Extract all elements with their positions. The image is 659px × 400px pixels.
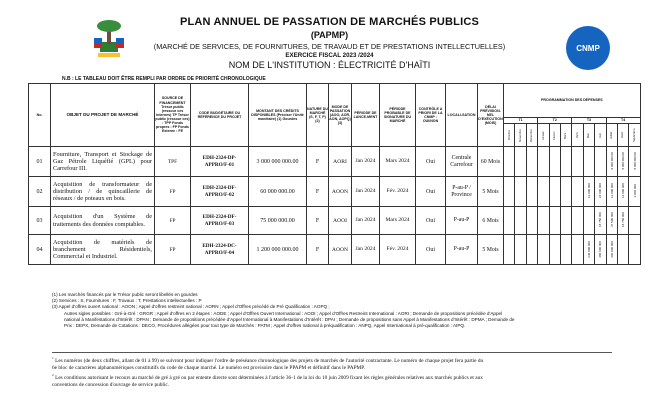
- cell-localisation: P-au-P: [446, 235, 478, 265]
- cell-lancement: Jan 2024: [352, 235, 380, 265]
- cell-programmation: [617, 235, 628, 265]
- cell-programmation: [504, 147, 515, 177]
- cell-source: FP: [155, 235, 191, 265]
- programmation-value: 12 000 000: [609, 183, 614, 199]
- cell-programmation: [538, 147, 549, 177]
- programmation-value: 8 000 000.00: [609, 152, 614, 170]
- cell-objet: Acquisition d'un Système de traitements des données comptables.: [51, 207, 155, 235]
- cell-programmation: [606, 235, 617, 265]
- cell-programmation: [515, 235, 526, 265]
- cell-programmation: [538, 207, 549, 235]
- cell-nature: F: [307, 177, 329, 207]
- programmation-value: 360 000 000: [609, 240, 614, 258]
- cell-no: 03: [29, 207, 51, 235]
- footnote-line: conventions de concession d'ouvrage de service public.: [52, 381, 170, 388]
- cell-nature: F: [307, 147, 329, 177]
- cell-lancement: Jan 2024: [352, 207, 380, 235]
- cell-programmation: [629, 177, 640, 207]
- cell-programmation: [617, 207, 628, 235]
- cell-programmation: [617, 177, 628, 207]
- cell-mode: AORI: [329, 147, 352, 177]
- table-row: [29, 177, 641, 207]
- cell-source: FP: [155, 177, 191, 207]
- cell-programmation: [526, 177, 537, 207]
- programmation-value: 240 000 000: [586, 240, 591, 258]
- table-row: [29, 235, 641, 265]
- cell-programmation: [549, 207, 560, 235]
- institution-name: NOM DE L'INSTITUTION : ÉLECTRICITÉ D'HAÏTI: [228, 60, 431, 70]
- cell-signature: Mars 2024: [380, 147, 416, 177]
- note-line: (1) Les marchés financés par le Trésor public seront libellés en gourdes: [52, 292, 198, 297]
- quarter-header: T1: [504, 118, 538, 124]
- col-header-lancement: PÉRIODE DE LANCE-MENT: [352, 84, 380, 147]
- document-abbr: (PAPMP): [310, 30, 349, 40]
- cell-code: EDH-2324-DC-APPRO/F-04: [191, 235, 249, 265]
- cell-programmation: [526, 235, 537, 265]
- cell-lancement: Jan 2024: [352, 147, 380, 177]
- cell-objet: Acquisition de transformateur de distribution / de quincaillerie de réseaux / de poteaux en bois.: [51, 177, 155, 207]
- programmation-value: 8 000 000.00: [621, 152, 626, 170]
- cell-programmation: [526, 147, 537, 177]
- month-header: Septembre: [629, 124, 640, 147]
- cell-mode: AOOI: [329, 207, 352, 235]
- month-header: Janvier: [538, 124, 549, 147]
- cell-programmation: [504, 177, 515, 207]
- cell-controle: Oui: [416, 177, 446, 207]
- month-header: Avril: [572, 124, 583, 147]
- cell-programmation: [583, 235, 594, 265]
- cell-no: 02: [29, 177, 51, 207]
- cell-source: FP: [155, 207, 191, 235]
- col-header-objet: OBJET DU PROJET DE MARCHÉ: [51, 84, 155, 147]
- cell-delai: 60 Mois: [478, 147, 504, 177]
- cell-programmation: [606, 177, 617, 207]
- note-line: Prix : DEPX, Demande de Cotations : DECO, Procédures allégées pour tout type de Marchés : PATM ; Appel d'offres national à préqualification : ANPQ, Appel International à pré-qualification : AIPQ.: [64, 322, 466, 328]
- note-line: Autres sigles possibles : Gré-à-Gré : GRGR ; Appel d'offres en 2 étapes : AODE ; Appel d'Offres Ouvert International : AOOI ; Appel d'Offres Restreint International : AORI ; Demande de propositions précédée d'Appel: [64, 310, 503, 316]
- cell-programmation: [560, 235, 571, 265]
- programmation-value: 18 750 000: [598, 212, 603, 228]
- nb-note: N.B : LE TABLEAU DOIT ÊTRE REMPLI PAR ORDRE DE PRIORITÉ CHRONOLOGIQUE: [62, 76, 266, 82]
- cnmp-logo-icon: CNMP: [566, 26, 610, 70]
- footnotes-block: [52, 352, 612, 389]
- cell-signature: Mars 2024: [380, 207, 416, 235]
- table-row: [29, 147, 641, 177]
- month-header: Mars: [560, 124, 571, 147]
- cell-programmation: [549, 177, 560, 207]
- cell-lancement: Jan 2024: [352, 177, 380, 207]
- programmation-value: 8 000 000.00: [632, 152, 637, 170]
- cell-programmation: [583, 207, 594, 235]
- month-header: Juillet: [606, 124, 617, 147]
- cell-programmation: [504, 235, 515, 265]
- col-header-montant: MONTANT DES CRÉDITS DISPONIBLES (Préciser l'Unité monétaire) (1) Gourdes: [249, 84, 307, 147]
- programmation-value: 3 000 000: [632, 184, 637, 198]
- cell-montant: 1 200 000 000.00: [249, 235, 307, 265]
- cell-objet: Fourniture, Transport et Stockage de Gaz Pétrole Liquéfié (GPL) pour Carrefour III.: [51, 147, 155, 177]
- programmation-value: 24 000 000: [598, 183, 603, 199]
- col-header-delai: DÉLAI PRÉVISION-NEL D'EXÉCUTION (MOIS): [478, 84, 504, 147]
- cell-code: EDH-2324-DF-APPRO/F-02: [191, 177, 249, 207]
- month-header: Février: [549, 124, 560, 147]
- cell-programmation: [606, 147, 617, 177]
- month-header: Août: [617, 124, 628, 147]
- note-line: national à Manifestations d'Intérêt : DPAN ; Demande de propositions précédée d'Appel International à Manifestations d'Intérêt : DPAI ; Demande de propositions sans Appel à Manifestations d'Intérêt : DPMA ; Demande de: [64, 316, 515, 322]
- month-header: Décembre: [526, 124, 537, 147]
- cell-programmation: [515, 147, 526, 177]
- cell-montant: 75 000 000.00: [249, 207, 307, 235]
- cell-programmation: [595, 147, 606, 177]
- cell-programmation: [515, 177, 526, 207]
- footnote-line: $^1$ Les numéros (de deux chiffres, allant de 01 à 99) se suivront pour indiquer l'ordre de préséance chronologique des projets de marchés de l'autorité contractante. Le numéro de chaque projet fera partie du: [52, 356, 484, 364]
- table-row: [29, 207, 641, 235]
- cell-programmation: [617, 147, 628, 177]
- cell-programmation: [583, 177, 594, 207]
- col-header-controle: CONTRÔLE A PRIORI DE LA CNMP : OUI/NON: [416, 84, 446, 147]
- cell-programmation: [595, 177, 606, 207]
- quarter-header: T3: [572, 118, 606, 124]
- cell-programmation: [572, 147, 583, 177]
- cell-source: TPF: [155, 147, 191, 177]
- cell-programmation: [595, 207, 606, 235]
- cell-programmation: [606, 207, 617, 235]
- cell-programmation: [538, 235, 549, 265]
- cell-montant: 60 000 000.00: [249, 177, 307, 207]
- cell-delai: 6 Mois: [478, 207, 504, 235]
- cell-programmation: [549, 235, 560, 265]
- quarter-header: T4: [606, 118, 640, 124]
- cell-programmation: [526, 207, 537, 235]
- month-header: Octobre: [504, 124, 515, 147]
- cell-programmation: [583, 147, 594, 177]
- cell-delai: 5 Mois: [478, 235, 504, 265]
- cell-delai: 5 Mois: [478, 177, 504, 207]
- programmation-value: 18 750 000: [621, 212, 626, 228]
- cell-no: 01: [29, 147, 51, 177]
- col-header-source: SOURCE DE FINANCEMENT Trésor public (ressour ces internes) TP Trésor public (ressour ces) : TPP Fonds propres : FP Fonds Externe : FE: [155, 84, 191, 147]
- footnote-line: 6e bloc de caractères alphanumériques constitutifs du code de chaque marché. Le numéro est provisoire dans le PPAPM et définitif dans le PAPMP.: [52, 365, 365, 372]
- cell-no: 04: [29, 235, 51, 265]
- cell-code: EDH-2324-DF-APPRO/F-03: [191, 207, 249, 235]
- cell-programmation: [560, 207, 571, 235]
- month-header: Novembre: [515, 124, 526, 147]
- col-header-mode: MODE DE PASSATION (AOO, AOR, AON, AOPQ) (3): [329, 84, 352, 147]
- cell-localisation: P-au-P: [446, 207, 478, 235]
- col-header-localisation: LOCALI-SATION: [446, 84, 478, 147]
- programmation-value: 37 500 000: [609, 212, 614, 228]
- col-header-signature: PÉRIODE PROBABLE DE SIGNATURE DU MARCHÉ: [380, 84, 416, 147]
- cell-signature: Fév. 2024: [380, 235, 416, 265]
- document-header: [0, 0, 659, 82]
- col-header-programmation: PROGRAMMATION DES DÉPENSES: [504, 84, 641, 118]
- cell-programmation: [504, 207, 515, 235]
- cell-signature: Fév. 2024: [380, 177, 416, 207]
- cell-programmation: [572, 177, 583, 207]
- cell-controle: Oui: [416, 207, 446, 235]
- notes-block: [52, 292, 632, 329]
- fiscal-year: EXERCICE FISCAL 2023 /2024: [285, 52, 374, 59]
- cell-controle: Oui: [416, 235, 446, 265]
- cell-programmation: [538, 177, 549, 207]
- footnote-line: $^2$ Les conditions autorisant le recours au marché de gré à gré ou par entente directe sont déterminées à l'article 36-1 de la loi du 10 juin 2009 fixant les règles générales relatives aux marchés publics et aux: [52, 372, 483, 381]
- cell-code: EDH-2324-DP-APPRO/F-01: [191, 147, 249, 177]
- cell-nature: F: [307, 207, 329, 235]
- month-header: Juin: [595, 124, 606, 147]
- col-header-no: No.: [29, 84, 51, 147]
- document-title: PLAN ANNUEL DE PASSATION DE MARCHÉS PUBLICS: [179, 16, 480, 28]
- col-header-code: CODE BUDGÉTAIRE OU RÉFÉRENCE DU PROJET: [191, 84, 249, 147]
- programmation-value: 12 000 000: [586, 183, 591, 199]
- cell-nature: F: [307, 235, 329, 265]
- programmation-value: 12 000 000: [621, 183, 626, 199]
- cell-mode: AOON: [329, 235, 352, 265]
- cell-objet: Acquisition de matériels de branchement Résidentiels, Commercial et Industriel.: [51, 235, 155, 265]
- cell-programmation: [629, 207, 640, 235]
- cell-programmation: [560, 147, 571, 177]
- document-subtitle: (MARCHÉ DE SERVICES, DE FOURNITURES, DE TRAVAUD ET DE PRESTATIONS INTELLECTUELLES): [153, 42, 506, 51]
- cell-programmation: [595, 235, 606, 265]
- note-line: (2) Services : S, Fournitures : F, Travaux : T, Prestations intellectuelles : P: [52, 298, 202, 304]
- cell-controle: Oui: [416, 147, 446, 177]
- cell-programmation: [629, 235, 640, 265]
- cell-mode: AOON: [329, 177, 352, 207]
- col-header-nature: NATURE DU MARCHÉ (S, F, T, P) (2): [307, 84, 329, 147]
- cell-programmation: [549, 147, 560, 177]
- cell-programmation: [572, 235, 583, 265]
- cell-programmation: [629, 147, 640, 177]
- cell-localisation: Centrale Carrefour: [446, 147, 478, 177]
- cell-programmation: [572, 207, 583, 235]
- note-line: (3) Appel d'offres ouvert national : AOON ; Appel d'offres restreint national : AORN ; Appel d'Offres précédé de Pré Qualification : AOPQ ;: [52, 304, 330, 310]
- quarter-header: T2: [538, 118, 572, 124]
- cell-montant: 3 000 000 000.00: [249, 147, 307, 177]
- cell-localisation: P-au-P / Province: [446, 177, 478, 207]
- cell-programmation: [515, 207, 526, 235]
- month-header: Mai: [583, 124, 594, 147]
- programmation-value: 480 000 000: [598, 240, 603, 258]
- procurement-plan-table: [28, 83, 641, 265]
- cell-programmation: [560, 177, 571, 207]
